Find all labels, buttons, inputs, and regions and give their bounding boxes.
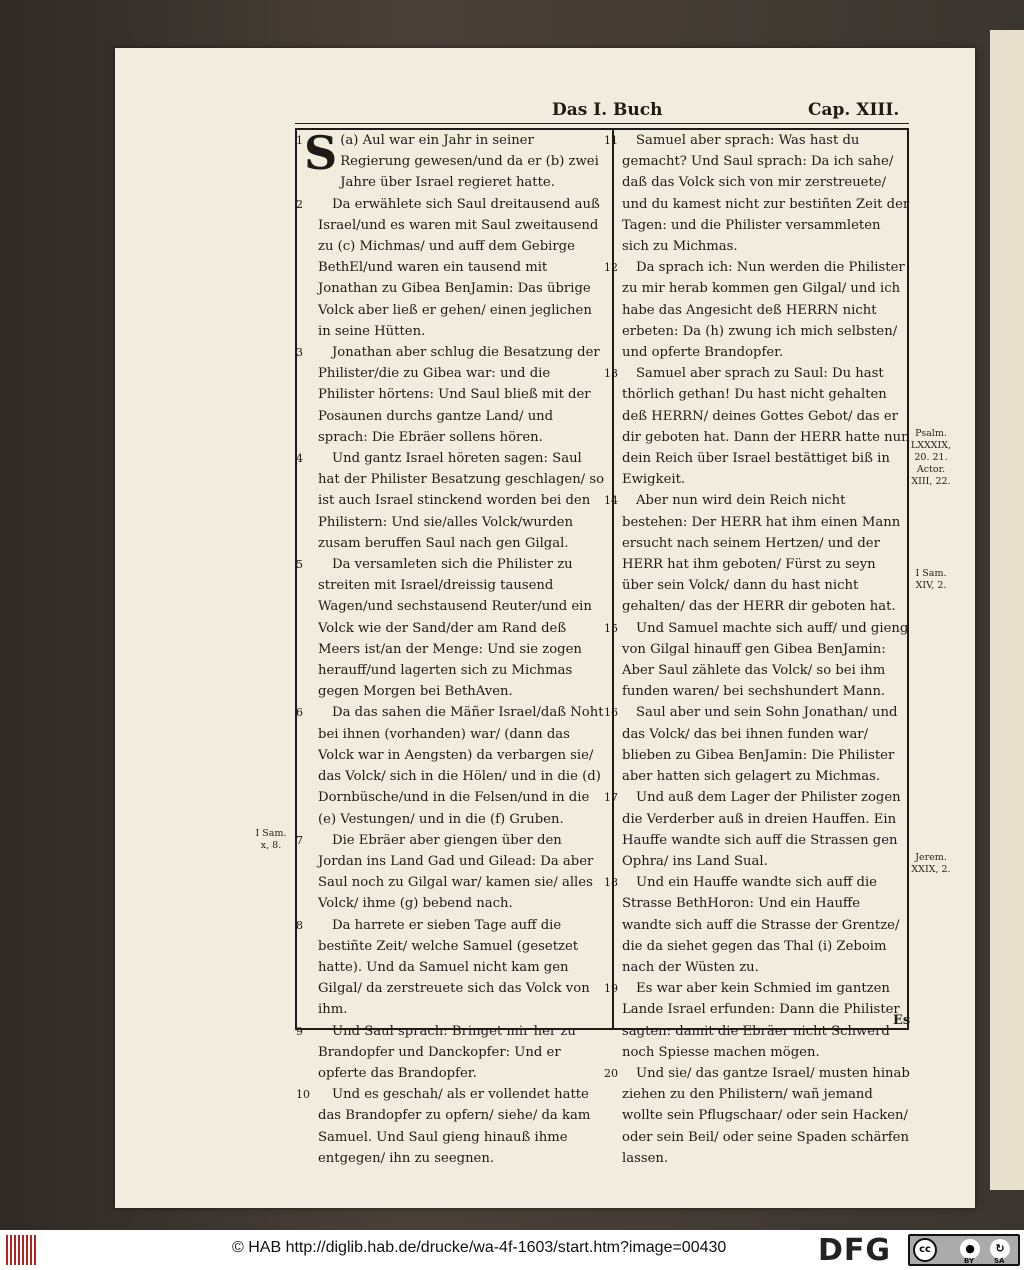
- verse-number: 19: [604, 982, 618, 996]
- margin-note-right: Psalm. LXXXIX, 20. 21. Actor. XIII, 22.: [910, 428, 952, 487]
- verse-text: Da das sahen die Mäñer Israel/daß Noht bei ihnen (vorhanden) war/ (dann das Volck war in Aengsten) da verbargen sie/ das Volck/ sich in die Hölen/ und in die (d) Dornbüsche/und in die Felsen/und in die (e) Vestungen/ und in die (f) Gruben.: [318, 705, 604, 827]
- verse-number: 4: [296, 452, 303, 466]
- verse: [296, 830, 606, 915]
- verse-text: Und auß dem Lager der Philister zogen die Verderber auß in dreien Hauffen. Ein Hauffe wandte sich auff die Strassen gen Ophra/ ins Land Sual.: [622, 790, 901, 869]
- verse-number: 12: [604, 261, 618, 275]
- attribution-icon: ●: [960, 1239, 980, 1259]
- verse-text: Samuel aber sprach: Was hast du gemacht? Und Saul sprach: Da ich sahe/ daß das Volck sich von mir zerstreuete/ und du kamest nicht zur bestiñten Zeit der Tagen: und die Philister versammleten sich zu Michmas.: [622, 133, 910, 255]
- decorated-initial: S: [304, 126, 338, 180]
- verse-number: 15: [604, 621, 618, 635]
- verse-text: (a) Aul war ein Jahr in seiner Regierung gewesen/und da er (b) zwei Jahre über Israel regieret hatte.: [340, 133, 599, 191]
- verse: [296, 194, 606, 342]
- viewer-footer: [0, 1230, 1024, 1270]
- verse: [604, 363, 910, 490]
- verse-number: 5: [296, 558, 303, 572]
- verse-number: 20: [604, 1066, 618, 1080]
- verse: [296, 554, 606, 702]
- copyright-link[interactable]: © HAB http://diglib.hab.de/drucke/wa-4f-1603/start.htm?image=00430: [232, 1239, 727, 1256]
- left-column: [296, 126, 606, 1166]
- by-label: BY: [964, 1257, 975, 1265]
- adjacent-page-edge: [990, 30, 1024, 1190]
- verse: [296, 342, 606, 448]
- verse: [604, 257, 910, 363]
- verse-text: Samuel aber sprach zu Saul: Du hast thörlich gethan! Du hast nicht gehalten deß HERRN/ deines Gottes Gebot/ das er dir geboten hat. Dann der HERR hatte nun dein Reich über Israel bestättiget biß in Ewigkeit.: [622, 366, 910, 488]
- verse-number: 9: [296, 1024, 303, 1038]
- verse-number: 13: [604, 367, 618, 381]
- verse: [296, 915, 606, 1021]
- verse: [296, 702, 606, 829]
- verse: [604, 978, 910, 1063]
- running-title: Das I. Buch: [552, 100, 663, 120]
- verse: [604, 702, 910, 787]
- verse: [296, 126, 606, 194]
- verse-text: Und ein Hauffe wandte sich auff die Strasse BethHoron: Und ein Hauffe wandte sich auff die Strasse der Grentze/ die da siehet gegen das Thal (i) Zeboim nach der Wüsten zu.: [622, 875, 900, 975]
- verse-text: Und gantz Israel höreten sagen: Saul hat der Philister Besatzung geschlagen/ so ist auch Israel stinckend worden bei den Philistern: Und sie/alles Volck/wurden zusam beruffen Saul nach gen Gilgal.: [318, 451, 605, 551]
- verse-number: 10: [296, 1088, 310, 1102]
- verse-number: 2: [296, 197, 303, 211]
- margin-note-right: I Sam. XIV, 2.: [915, 568, 947, 591]
- verse: [604, 618, 910, 703]
- verse: [604, 872, 910, 978]
- verse-text: Die Ebräer aber giengen über den Jordan ins Land Gad und Gilead: Da aber Saul noch zu Gilgal war/ kamen sie/ alles Volck/ ihme (g) bebend nach.: [318, 832, 594, 912]
- chapter-label: Cap. XIII.: [808, 100, 900, 120]
- verse-text: Und sie/ das gantze Israel/ musten hinab ziehen zu den Philistern/ wañ jemand wollte sein Pflugschaar/ oder sein Hacken/ oder sein Beil/ oder seine Spaden schärfen lassen.: [622, 1065, 910, 1166]
- catchword: Es: [893, 1013, 911, 1028]
- verse-number: 16: [604, 706, 618, 720]
- verse-text: Saul aber und sein Sohn Jonathan/ und das Volck/ das bei ihnen funden war/ blieben zu Gibea BenJamin: Die Philister aber hatten sich gelagert zu Michmas.: [622, 705, 898, 785]
- verse-text: Da versamleten sich die Philister zu streiten mit Israel/dreissig tausend Wagen/und sechstausend Reuter/und ein Volck wie der Sand/der am Rand deß Meers ist/an der Menge: Und sie zogen herauff/und lagerten sich zu Michmas gegen Morgen bei BethAven.: [318, 557, 592, 700]
- verse-number: 14: [604, 494, 618, 508]
- verse-text: Aber nun wird dein Reich nicht bestehen: Der HERR hat ihm einen Mann ersucht nach seinem Hertzen/ und der HERR hat ihm geboten/ Fürst zu seyn über sein Volck/ dann du hast nicht gehalten/ das der HERR dir geboten hat.: [622, 493, 901, 615]
- cc-license-badge[interactable]: [908, 1234, 1020, 1266]
- barcode-icon: [6, 1235, 38, 1265]
- verse-text: Da harrete er sieben Tage auff die bestiñte Zeit/ welche Samuel (gesetzet hatte). Und da Samuel nicht kam gen Gilgal/ da zerstreuete sich das Volck von ihm.: [318, 917, 590, 1018]
- right-column: [604, 130, 910, 1166]
- sa-label: SA: [994, 1257, 1005, 1265]
- share-alike-icon: ↻: [990, 1239, 1010, 1259]
- verse-number: 18: [604, 876, 618, 890]
- margin-note-left: I Sam. x, 8.: [255, 828, 287, 851]
- verse-text: Da erwählete sich Saul dreitausend auß Israel/und es waren mit Saul zweitausend zu (c) Michmas/ und auff dem Gebirge BethEl/und waren ein tausend mit Jonathan zu Gibea BenJamin: Das übrige Volck aber ließ er gehen/ einen jeglichen in seine Hütten.: [318, 196, 600, 339]
- verse: [296, 1084, 606, 1169]
- verse-number: 11: [604, 134, 618, 147]
- verse-number: 3: [296, 346, 303, 360]
- header-rule: [295, 123, 909, 124]
- verse-number: 1: [296, 134, 303, 147]
- verse: [604, 490, 910, 617]
- verse: [604, 787, 910, 872]
- verse-text: Und Saul sprach: Bringet mir her zu Brandopfer und Danckopfer: Und er opferte das Brandopfer.: [318, 1023, 576, 1081]
- verse: [296, 1021, 606, 1085]
- verse-text: Da sprach ich: Nun werden die Philister zu mir herab kommen gen Gilgal/ und ich habe das Angesicht deß HERRN nicht erbeten: Da (h) zwung ich mich selbsten/ und opferte Brandopfer.: [622, 260, 905, 361]
- verse-text: Es war aber kein Schmied im gantzen Lande Israel erfunden: Dann die Philister sagten: damit die Ebräer nicht Schwerd noch Spiesse machen mögen.: [622, 981, 900, 1060]
- verse-text: Und Samuel machte sich auff/ und gieng von Gilgal hinauff gen Gibea BenJamin: Aber Saul zählete das Volck/ so bei ihm funden waren/ bei sechshundert Mann.: [622, 620, 909, 700]
- verse-number: 6: [296, 706, 303, 720]
- verse: [296, 448, 606, 554]
- verse-text: Und es geschah/ als er vollendet hatte das Brandopfer zu opfern/ siehe/ da kam Samuel. Und Saul gieng hinauß ihme entgegen/ ihn zu seegnen.: [318, 1087, 591, 1166]
- margin-note-right: Jerem. XXIX, 2.: [911, 852, 951, 875]
- cc-icon: cc: [913, 1238, 937, 1262]
- verse: [604, 1063, 910, 1169]
- verse-number: 7: [296, 833, 303, 847]
- dfg-logo: DFG: [818, 1233, 892, 1268]
- verse-text: Jonathan aber schlug die Besatzung der Philister/die zu Gibea war: und die Philister hörtens: Und Saul bließ mit der Posaunen durchs gantze Land/ und sprach: Die Ebräer sollens hören.: [318, 345, 600, 445]
- verse-number: 17: [604, 791, 618, 805]
- verse: [604, 130, 910, 257]
- verse-number: 8: [296, 918, 303, 932]
